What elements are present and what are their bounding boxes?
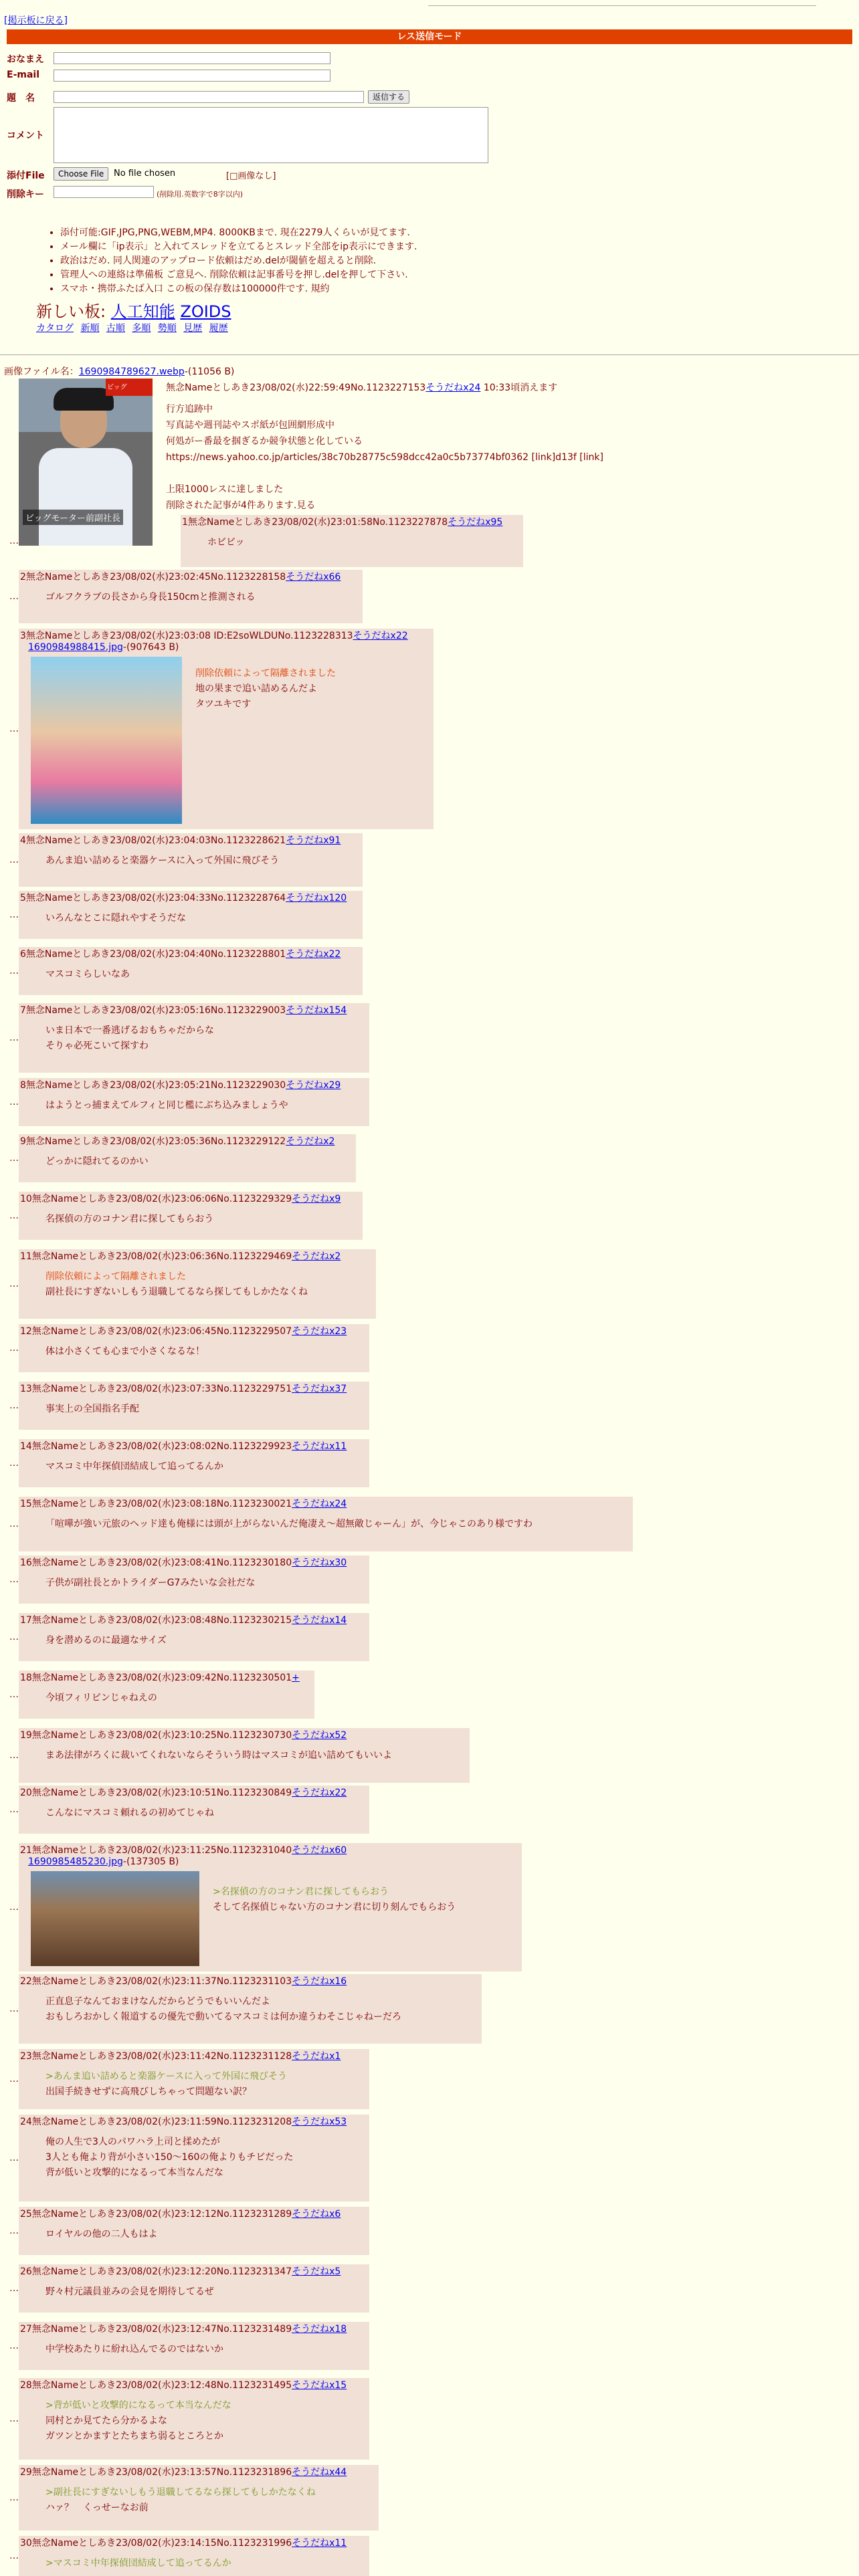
reply-meta: 24無念Nameとしあき23/08/02(水)23:11:59No.1123231208 [20, 2117, 292, 2127]
sodane-button[interactable]: そうだねx11 [292, 1441, 347, 1452]
reply-body [45, 2398, 231, 2444]
reply-post [19, 2465, 379, 2531]
comment-textarea[interactable] [54, 107, 488, 163]
reply-line: 身を潜めるのに最適なサイズ [45, 1635, 167, 1646]
reply-post [19, 1382, 369, 1430]
reply-dots: … [9, 2551, 19, 2561]
reply-post [19, 1439, 369, 1487]
reply-post [19, 1555, 369, 1604]
reply-meta: 6無念Nameとしあき23/08/02(水)23:04:40No.1123228801 [20, 949, 286, 960]
sodane-button[interactable]: そうだねx1 [292, 2051, 341, 2062]
reply-body [45, 2135, 293, 2181]
reply-header [20, 1786, 347, 1799]
sodane-button[interactable]: そうだねx11 [292, 2538, 347, 2549]
delkey-input[interactable] [54, 186, 154, 198]
reply-header [20, 1192, 341, 1205]
email-input[interactable] [54, 70, 330, 82]
reply-header [20, 1439, 347, 1453]
reply-meta: 11無念Nameとしあき23/08/02(水)23:06:36No.1123229469 [20, 1251, 292, 1262]
board-notes [33, 226, 417, 296]
reply-post [19, 2264, 369, 2313]
delkey-label: 削除キー [7, 189, 44, 200]
reply-line: 副社長にすぎないしもう退職してるなら探してもしかたなくね [45, 1287, 308, 1297]
reply-meta: 17無念Nameとしあき23/08/02(水)23:08:48No.1123230215 [20, 1615, 292, 1626]
reply-post [19, 2049, 369, 2109]
reply-meta: 30無念Nameとしあき23/08/02(水)23:14:15No.1123231996 [20, 2538, 292, 2549]
reply-dots: … [9, 536, 19, 546]
op-line: 何処がー番最を掴ぎるか競争状態と化している [166, 436, 363, 447]
reply-meta: 20無念Nameとしあき23/08/02(水)23:10:51No.1123230849 [20, 1788, 292, 1798]
reply-meta: 7無念Nameとしあき23/08/02(水)23:05:16No.1123229003 [20, 1005, 286, 1016]
file-label: 添付File [7, 171, 45, 181]
sodane-button[interactable]: そうだねx22 [353, 631, 408, 641]
reply-line: おもしろおかしく報道するの優先で動いてるマスコミは何か違うわそこじゃねーだろ [45, 2012, 401, 2022]
op-line: https://news.yahoo.co.jp/articles/38c70b28775c598dcc42a0c5b73774bf0362 [link]d13f [link] [166, 452, 603, 463]
reply-body [45, 1344, 205, 1360]
reply-body [45, 853, 279, 869]
reply-post [19, 1078, 369, 1126]
reply-header [20, 1728, 347, 1741]
sodane-button[interactable]: そうだねx15 [292, 2380, 347, 2391]
sort-new-link[interactable]: 新順 [80, 323, 100, 334]
reply-post [19, 833, 363, 887]
reply-header [20, 1003, 347, 1016]
reply-post [19, 1497, 633, 1551]
sodane-button[interactable]: そうだねx66 [286, 572, 341, 582]
reply-post [19, 2207, 369, 2255]
reply-image-link[interactable]: 1690984988415.jpg [28, 642, 123, 653]
reply-dots: … [9, 1343, 19, 1354]
reply-body [45, 2069, 287, 2100]
reply-line: ホビビッ [207, 537, 245, 548]
sodane-button[interactable]: そうだねx2 [286, 1136, 335, 1147]
reply-body [45, 1269, 308, 1300]
note-item: • 添付可能:GIF,JPG,PNG,WEBM,MP4. 8000KBまで. 現在2279人くらいが見てます. [60, 226, 417, 240]
reply-line: 今頃フィリピンじゃねえの [45, 1693, 157, 1703]
sodane-button[interactable]: そうだねx95 [448, 517, 503, 528]
reply-post [19, 2322, 369, 2370]
reply-line: 出国手続きせずに高飛びしちゃって問題ない訳？ [45, 2086, 252, 2097]
reply-body [45, 1154, 149, 1170]
sodane-button[interactable]: そうだねx60 [292, 1845, 347, 1856]
reply-line: 削除依頼によって隔離されました [45, 1271, 186, 1282]
reply-line: はようとっ捕まえてルフィと同じ檻にぶち込みましょうや [45, 1100, 288, 1111]
name-label: おなまえ [7, 54, 44, 65]
sodane-button[interactable]: そうだねx16 [292, 1976, 347, 1987]
reply-body [45, 590, 256, 605]
reply-header [20, 2465, 347, 2478]
op-post [166, 380, 603, 465]
op-line: 写真誌や週刊誌やスポ紙が包囲網形成中 [166, 420, 335, 431]
reply-line: 削除依頼によって隔離されました [195, 668, 336, 679]
reply-post [19, 947, 363, 995]
reply-line: まあ法律がろくに裁いてくれないならそういう時はマスコミが追い詰めてもいいよ [45, 1750, 392, 1761]
reply-thumbnail[interactable] [31, 1871, 199, 1966]
reply-header [20, 1843, 347, 1856]
reply-line: 事実上の全国指名手配 [45, 1404, 139, 1414]
reply-line: いま日本で一番逃げるおもちゃだからな [45, 1025, 214, 1036]
note-item: • メール欄に「ip表示」と入れてスレッドを立てるとスレッド全部をip表示にできます. [60, 240, 417, 254]
reply-dots: … [9, 2283, 19, 2294]
reply-dots: … [9, 1279, 19, 1289]
board-nav-links [36, 321, 232, 334]
subject-input[interactable] [54, 91, 364, 103]
reply-header [20, 1555, 347, 1569]
reply-line: 背が低いと攻撃的になるって本当なんだな [45, 2167, 223, 2178]
sodane-button[interactable]: そうだねx29 [286, 1080, 341, 1091]
reply-post [19, 2536, 369, 2576]
reply-meta: 3無念Nameとしあき23/08/02(水)23:03:08 ID:E2soWLDUNo.1123228313 [20, 631, 353, 641]
reply-meta: 23無念Nameとしあき23/08/02(水)23:11:42No.1123231128 [20, 2051, 292, 2062]
reply-line: そりゃ必死こいて探すわ [45, 1041, 149, 1051]
reply-body [45, 2485, 316, 2516]
reply-line: タツユキです [195, 699, 252, 710]
reply-dots: … [9, 1750, 19, 1761]
reply-dots: … [9, 2153, 19, 2163]
no-image-checkbox[interactable]: [□画像なし] [226, 171, 276, 181]
reply-line: どっかに隠れてるのかい [45, 1156, 149, 1167]
back-to-board-link[interactable]: [掲示板に戻る] [4, 15, 68, 26]
thread-image-link[interactable]: 1690984789627.webp [78, 366, 185, 377]
sodane-button[interactable]: そうだねx37 [292, 1384, 347, 1394]
reply-line: >あんま追い詰めると楽器ケースに入って外国に飛びそう [45, 2071, 288, 2082]
reply-dots: … [9, 1689, 19, 1700]
submit-button[interactable]: 返信する [368, 90, 409, 104]
reply-body [45, 1517, 533, 1532]
reply-header [20, 1249, 341, 1263]
reply-meta: 27無念Nameとしあき23/08/02(水)23:12:47No.1123231489 [20, 2324, 292, 2335]
reply-header [20, 2536, 347, 2549]
reply-header [20, 570, 341, 583]
reply-line: ガツンとかますとたちまち弱るところとか [45, 2431, 223, 2442]
reply-line: >マスコミ中年探偵団結成して追ってるんか [45, 2558, 231, 2569]
reply-dots: … [9, 1519, 19, 1529]
reply-post [19, 2115, 369, 2202]
reply-dots: … [9, 2074, 19, 2084]
reply-meta: 16無念Nameとしあき23/08/02(水)23:08:41No.1123230180 [20, 1558, 292, 1568]
reply-body [45, 1459, 223, 1475]
reply-dots: … [9, 1400, 19, 1411]
sodane-button[interactable]: そうだねx22 [292, 1788, 347, 1798]
reply-body [45, 1212, 213, 1227]
reply-header [20, 2378, 347, 2391]
reply-body [45, 1748, 392, 1763]
email-label: E-mail [7, 70, 40, 80]
sodane-button[interactable]: そうだねx2 [292, 1251, 341, 1262]
reply-body [45, 911, 186, 926]
reply-header [20, 629, 408, 642]
reply-line: >副社長にすぎないしもう退職してるなら探してもしかたなくね [45, 2487, 316, 2498]
reply-header [20, 833, 341, 847]
reply-line: 3人とも俺より背が小さい150～160の俺よりもチビだった [45, 2152, 294, 2163]
reply-dots: … [9, 724, 19, 734]
reply-header [20, 1324, 347, 1337]
thread-divider [0, 354, 859, 355]
sodane-button[interactable]: そうだねx53 [292, 2117, 347, 2127]
zoids-board-link[interactable]: ZOIDS [180, 302, 231, 321]
reply-line: 同村とか見てたら分かるよな [45, 2416, 167, 2426]
reply-line: 野々村元議員並みの会見を期待してるぜ [45, 2286, 214, 2297]
reply-line: ロイヤルの他の二人もはよ [45, 2229, 158, 2240]
reply-meta: 1無念Nameとしあき23/08/02(水)23:01:58No.1123227878 [182, 517, 448, 528]
reply-meta: 8無念Nameとしあき23/08/02(水)23:05:21No.1123229030 [20, 1080, 286, 1091]
reply-body [45, 1023, 214, 1054]
reply-meta: 28無念Nameとしあき23/08/02(水)23:12:48No.1123231495 [20, 2380, 292, 2391]
reply-line: マスコミ中年探偵団結成して追ってるんか [45, 1461, 223, 1472]
sodane-button[interactable]: そうだねx154 [286, 1005, 347, 1016]
reply-meta: 26無念Nameとしあき23/08/02(水)23:12:20No.1123231347 [20, 2266, 292, 2277]
reply-header [20, 2207, 341, 2220]
reply-header [20, 1497, 347, 1510]
reply-post [19, 1249, 376, 1319]
reply-line: >名探偵の方のコナン君に探してもらおう [213, 1887, 389, 1897]
reply-body [45, 1633, 167, 1648]
reply-body [45, 2342, 223, 2357]
reply-meta: 22無念Nameとしあき23/08/02(水)23:11:37No.1123231103 [20, 1976, 292, 1987]
reply-image-link[interactable]: 1690985485230.jpg [28, 1856, 123, 1867]
reply-line: 俺の人生で3人のパワハラ上司と揉めたが [45, 2137, 220, 2147]
reply-body [45, 1691, 157, 1706]
sodane-button[interactable]: そうだねx120 [286, 893, 347, 903]
reply-dots: … [9, 1574, 19, 1585]
reply-header [20, 891, 347, 904]
reply-post [19, 570, 363, 623]
reply-post [19, 1324, 369, 1372]
reply-line: 正直息子なんておまけなんだからどうでもいいんだよ [45, 1996, 270, 2007]
reply-post [19, 1613, 369, 1661]
reply-meta: 4無念Nameとしあき23/08/02(水)23:04:03No.1123228621 [20, 835, 286, 846]
reply-body [195, 666, 336, 712]
reply-post [19, 1192, 363, 1240]
reply-body [45, 1576, 255, 1591]
reply-dots: … [9, 1210, 19, 1221]
reply-body [45, 2227, 157, 2242]
sodane-button[interactable]: そうだねx23 [292, 1326, 347, 1337]
reply-meta: 12無念Nameとしあき23/08/02(水)23:06:45No.1123229507 [20, 1326, 292, 1337]
reply-meta: 10無念Nameとしあき23/08/02(水)23:06:06No.1123229329 [20, 1194, 292, 1204]
reply-dots: … [9, 2413, 19, 2424]
op-line: 行方追跡中 [166, 404, 213, 415]
reply-header [20, 1671, 300, 1684]
reply-line: あんま追い詰めると楽器ケースに入って外国に飛びそう [45, 855, 280, 866]
sodane-button[interactable]: そうだねx30 [292, 1558, 347, 1568]
reply-meta: 14無念Nameとしあき23/08/02(水)23:08:02No.1123229923 [20, 1441, 292, 1452]
no-file-text: No file chosen [114, 169, 176, 179]
reply-meta: 18無念Nameとしあき23/08/02(水)23:09:42No.1123230501 [20, 1673, 292, 1683]
reply-dots: … [9, 1632, 19, 1642]
reply-body [213, 1885, 456, 1915]
subject-label: 題 名 [7, 93, 35, 104]
reply-header [20, 1382, 347, 1395]
reply-header [20, 1974, 347, 1988]
reply-line: マスコミらしいなあ [45, 969, 130, 980]
reply-meta: 5無念Nameとしあき23/08/02(水)23:04:33No.1123228764 [20, 893, 286, 903]
ai-board-link[interactable]: 人工知能 [110, 302, 175, 321]
sodane-button[interactable]: そうだねx5 [292, 2266, 341, 2277]
history-link[interactable]: 履歴 [209, 323, 228, 334]
reply-dots: … [9, 2226, 19, 2236]
name-input[interactable] [54, 52, 330, 64]
reply-body [45, 1402, 139, 1417]
reply-meta: 2無念Nameとしあき23/08/02(水)23:02:45No.1123228158 [20, 572, 286, 582]
sodane-button[interactable]: + [292, 1673, 300, 1683]
catalog-link[interactable]: カタログ [36, 323, 74, 334]
sodane-button[interactable]: そうだねx44 [292, 2467, 347, 2478]
reply-body [45, 1098, 288, 1113]
reply-post [19, 629, 434, 829]
reply-header [20, 2115, 347, 2128]
reply-post [19, 1134, 356, 1182]
note-item: • 管理人への連絡は準備板 ご意見へ. 削除依頼は記事番号を押し.delを押して下さい. [60, 268, 417, 282]
op-header: 無念Nameとしあき23/08/02(水)22:59:49No.1123227153そうだねx24 10:33頃消えます [166, 383, 558, 393]
reply-meta: 25無念Nameとしあき23/08/02(水)23:12:12No.1123231289 [20, 2209, 292, 2220]
sodane-button[interactable]: そうだねx24 [425, 383, 481, 393]
reply-image-info: 1690985485230.jpg-(137305 B) [28, 1856, 179, 1867]
sodane-button[interactable]: そうだねx24 [292, 1499, 347, 1509]
reply-header [20, 947, 341, 960]
reply-line: 中学校あたりに紛れ込んでるのではないか [45, 2344, 223, 2355]
sodane-button[interactable]: そうだねx6 [292, 2209, 341, 2220]
reply-header [20, 2322, 347, 2335]
reply-dots: … [9, 1033, 19, 1043]
reply-line: ゴルフクラブの長さから身長150cmと推測される [45, 592, 256, 603]
reply-post [19, 1671, 314, 1719]
viewed-history-link[interactable]: 見歴 [183, 323, 203, 334]
reply-post [19, 2378, 369, 2460]
sodane-button[interactable]: そうだねx52 [292, 1730, 347, 1741]
reply-body [45, 2284, 214, 2300]
new-board-line: 新しい板: 人工知能 ZOIDS [36, 302, 231, 321]
reply-post [19, 891, 363, 939]
reply-header [20, 1134, 335, 1148]
reply-line: そして名探偵じゃない方のコナン君に切り刻んでもらおう [213, 1902, 456, 1913]
thread-thumbnail[interactable] [19, 379, 153, 546]
reply-line: いろんなとこに隠れやすそうだな [45, 913, 186, 924]
reply-dots: … [9, 1804, 19, 1815]
sodane-button[interactable]: そうだねx14 [292, 1615, 347, 1626]
reply-meta: 15無念Nameとしあき23/08/02(水)23:08:18No.1123230021 [20, 1499, 292, 1509]
sort-many-link[interactable]: 多順 [132, 323, 151, 334]
reply-dots: … [9, 1902, 19, 1913]
reply-meta: 19無念Nameとしあき23/08/02(水)23:10:25No.1123230730 [20, 1730, 292, 1741]
reply-post [19, 1843, 522, 1971]
reply-dots: … [9, 855, 19, 865]
sodane-button[interactable]: そうだねx18 [292, 2324, 347, 2335]
sort-momentum-link[interactable]: 勢順 [157, 323, 177, 334]
reply-body [45, 967, 130, 982]
reply-body [45, 1994, 401, 2025]
sort-old-link[interactable]: 古順 [106, 323, 125, 334]
reply-line: 体は小さくても心まで小さくなるな！ [45, 1346, 205, 1357]
reply-mode-bar: レス送信モード [7, 29, 852, 44]
comment-label: コメント [7, 130, 44, 141]
reply-dots: … [9, 591, 19, 602]
thread-image-info: 画像ファイル名：1690984789627.webp-(11056 B) [4, 366, 235, 377]
top-divider [428, 5, 816, 6]
reply-dots: … [9, 966, 19, 976]
thumb-caption-top: ビッグ [107, 384, 127, 391]
note-item: • 政治はだめ. 同人関連のアップロード依頼はだめ.delが閾値を超えると削除. [60, 254, 417, 268]
reply-dots: … [9, 2004, 19, 2014]
reply-post [19, 1003, 369, 1073]
sodane-button[interactable]: そうだねx91 [286, 835, 341, 846]
reply-meta: 13無念Nameとしあき23/08/02(水)23:07:33No.1123229751 [20, 1384, 292, 1394]
thumb-caption: ビッグモーター前副社長 [23, 510, 123, 525]
reply-thumbnail[interactable] [31, 657, 182, 824]
reply-dots: … [9, 1097, 19, 1107]
sodane-button[interactable]: そうだねx9 [292, 1194, 341, 1204]
reply-dots: … [9, 1458, 19, 1469]
reply-dots: … [9, 2341, 19, 2351]
reply-dots: … [9, 909, 19, 920]
reply-meta: 29無念Nameとしあき23/08/02(水)23:13:57No.1123231896 [20, 2467, 292, 2478]
reply-post [181, 515, 523, 567]
choose-file-button[interactable]: Choose File [54, 167, 108, 181]
delkey-hint: (削除用.英数字で8字以内) [157, 190, 244, 199]
reply-header [20, 2264, 341, 2278]
reply-dots: … [9, 2492, 19, 2503]
reply-line: 名探偵の方のコナン君に探してもらおう [45, 1214, 214, 1224]
reply-line: >背が低いと攻撃的になるって本当なんだな [45, 2400, 231, 2411]
reply-image-info: 1690984988415.jpg-(907643 B) [28, 642, 179, 653]
sodane-button[interactable]: そうだねx22 [286, 949, 341, 960]
reply-body [207, 535, 244, 550]
reply-post [19, 1974, 482, 2044]
reply-meta: 21無念Nameとしあき23/08/02(水)23:11:25No.1123231040 [20, 1845, 292, 1856]
reply-line: こんなにマスコミ頼れるの初めてじゃね [45, 1808, 214, 1818]
reply-post [19, 1728, 470, 1783]
reply-header [20, 1613, 347, 1626]
reply-header [20, 1078, 341, 1091]
reply-line: ハァ？ くっせーなお前 [45, 2502, 149, 2513]
reply-body [45, 2556, 231, 2571]
reply-line: 子供が副社長とかトライダーG7みたいな会社だな [45, 1578, 256, 1588]
reply-post [19, 1786, 369, 1834]
reply-body [45, 1806, 214, 1821]
reply-meta: 9無念Nameとしあき23/08/02(水)23:05:36No.1123229122 [20, 1136, 286, 1147]
note-item: • スマホ・携帯ふたば入口 この板の保存数は100000件です. 規約 [60, 282, 417, 296]
reply-dots: … [9, 1153, 19, 1164]
reply-header [182, 515, 502, 528]
reply-line: 地の果まで追い詰めるんだよ [195, 683, 317, 694]
op-notices: 上限1000レスに達しました 削除された記事が4件あります.見る [166, 484, 316, 511]
reply-line: 「喧嘩が強い元旅のヘッド達も俺様には頭が上がらないんだ俺凄え～超無敵じゃーん」が、今じゃこのあり様ですわ [45, 1519, 533, 1529]
reply-header [20, 2049, 341, 2062]
